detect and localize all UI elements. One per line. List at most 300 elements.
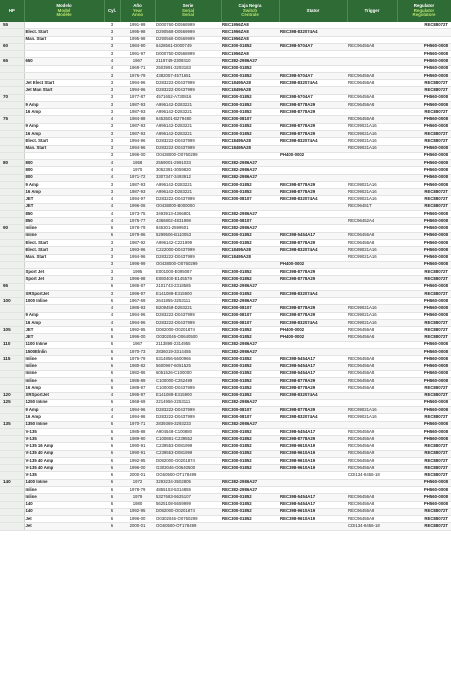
model-cell: Jet Man Start [24,87,104,94]
model-cell [24,283,104,290]
stator-cell: REC398-9610A19 [279,457,347,464]
cylinders-cell: 4 [104,305,120,312]
regulator-cell: REC88072T [397,414,451,421]
hp-cell [0,363,24,370]
cylinders-cell: 6 [104,457,120,464]
year-cell: 1994-96 [120,87,155,94]
table-row [0,501,451,508]
regulator-cell: REC88072T [397,319,451,326]
regulator-cell: PH560-0008 [397,101,451,108]
model-cell: 9 Amp [24,101,104,108]
regulator-cell: PH560-0008 [397,283,451,290]
hp-cell [0,130,24,137]
cdi-switch-cell: REC300-08107 [221,319,279,326]
regulator-cell: REC88072T [397,516,451,523]
hp-cell [0,269,24,276]
trigger-cell: REC99021A16 [347,138,397,145]
table-row [0,523,451,530]
regulator-cell: PH560-0008 [397,254,451,261]
serial-range-cell: O0302046-O0760299 [155,516,221,523]
header-model [24,0,104,22]
serial-range-cell: C239553-D081999 [155,443,221,450]
stator-cell: REC398-8778A29 [279,130,347,137]
trigger-cell [347,58,397,65]
table-row [0,109,451,116]
model-cell: JET [24,196,104,203]
year-cell: 1967 [120,58,155,65]
stator-cell: PH400-0002 [279,261,347,268]
trigger-cell: REC99021A16 [347,312,397,319]
table-row [0,210,451,217]
serial-range-cell: 6428561-D000749 [155,43,221,50]
regulator-cell: REC88072T [397,465,451,472]
cylinders-cell: 4 [104,210,120,217]
model-cell: Inline [24,494,104,501]
stator-cell [279,58,347,65]
table-row [0,327,451,334]
cylinders-cell: 3 [104,94,120,101]
cylinders-cell: 6 [104,508,120,515]
cylinders-cell: 6 [104,450,120,457]
header-year-en: Year [132,7,143,13]
regulator-cell: PH560-0008 [397,123,451,130]
trigger-cell: REC96456A9 [347,508,397,515]
regulator-cell [397,29,451,36]
model-cell: 9 Amp [24,123,104,130]
cdi-switch-cell: REC300-01852 [221,392,279,399]
trigger-cell [347,261,397,268]
table-row [0,341,451,348]
cylinders-cell: 3 [104,290,120,297]
table-row [0,160,451,167]
cylinders-cell: 6 [104,501,120,508]
model-cell: Sport Jet [24,269,104,276]
stator-cell: REC398-5704A7 [279,94,347,101]
year-cell: 1996-99 [120,261,155,268]
serial-range-cell: C239553-D081999 [155,450,221,457]
hp-cell [0,436,24,443]
stator-cell: REC398-9610A19 [279,465,347,472]
model-cell: Elect. Start [24,29,104,36]
cdi-switch-cell: REC1956ZA8 [221,36,279,43]
trigger-cell: REC96456A8 [347,327,397,334]
table-row [0,145,451,152]
table-row [0,516,451,523]
model-cell: V-135 [24,436,104,443]
stator-cell: REC398-8778A29 [279,269,347,276]
stator-cell: REC398-5454A17 [279,428,347,435]
cylinders-cell: 3 [104,123,120,130]
serial-range-cell: 2113898-2314955 [155,341,221,348]
trigger-cell [347,479,397,486]
regulator-cell: PH560-0008 [397,167,451,174]
model-cell: Jet [24,523,104,530]
cdi-switch-cell: REC382-2986A27 [221,348,279,355]
year-cell: 1994-96 [120,138,155,145]
cylinders-cell: 6 [104,487,120,494]
model-cell [24,43,104,50]
header-serial-it: Serial [182,12,194,18]
model-cell: 16 Amp [24,385,104,392]
year-cell: 1991-97 [120,51,155,58]
hp-cell: 60 [0,43,24,50]
model-cell: 1000 Inline [24,298,104,305]
model-cell: 16 Amp [24,130,104,137]
table-row [0,457,451,464]
stator-cell: REC398-8778A29 [279,276,347,283]
cdi-switch-cell: REC300-01852 [221,109,279,116]
cylinders-cell: 3 [104,22,120,29]
regulator-cell: PH560-0008 [397,160,451,167]
regulator-cell: PH560-0008 [397,428,451,435]
cylinders-cell: 6 [104,378,120,385]
cylinders-cell: 3 [104,43,120,50]
table-row [0,348,451,355]
table-row [0,334,451,341]
regulator-cell: REC88072T [397,269,451,276]
stator-cell: REC398-9610A19 [279,450,347,457]
serial-range-cell: C100881-C239552 [155,436,221,443]
cdi-switch-cell: REC300-01852 [221,276,279,283]
hp-cell [0,465,24,472]
year-cell: 1976-77 [120,218,155,225]
year-cell: 1980-82 [120,363,155,370]
serial-range-cell: 5314856-5600966 [155,356,221,363]
year-cell: 1995 [120,269,155,276]
regulator-cell: PH560-0008 [397,43,451,50]
trigger-cell [347,298,397,305]
serial-range-cell: O0438000-O0760299 [155,152,221,159]
model-cell: Elect. Start [24,138,104,145]
cdi-switch-cell: REC300-08107 [221,414,279,421]
cdi-switch-cell: REC300-01852 [221,43,279,50]
serial-range-cell: 3293234-3502805 [155,479,221,486]
year-cell: 1987-93 [120,123,155,130]
cylinders-cell: 4 [104,160,120,167]
model-cell: 9 Amp [24,312,104,319]
cylinders-cell: 3 [104,29,120,36]
table-row [0,312,451,319]
year-cell: 1984-88 [120,116,155,123]
hp-cell: 115 [0,356,24,363]
serial-range-cell: D290568-D0569999 [155,29,221,36]
regulator-cell: REC88072T [397,523,451,530]
table-row [0,283,451,290]
serial-range-cell: 6453501-B279480 [155,116,221,123]
cylinders-cell: 4 [104,203,120,210]
cdi-switch-cell: REC300-01852 [221,370,279,377]
stator-cell [279,65,347,72]
trigger-cell [347,160,397,167]
stator-cell: REC398-832074A4 [279,290,347,297]
stator-cell: REC398-8778A29 [279,181,347,188]
hp-cell: 95 [0,283,24,290]
serial-range-cell: D082000-O0201874 [155,327,221,334]
model-cell [24,72,104,79]
stator-cell: PH400-0002 [279,152,347,159]
cdi-switch-cell: REC300-01852 [221,363,279,370]
cylinders-cell: 6 [104,399,120,406]
stator-cell: REC398-9610A19 [279,443,347,450]
hp-cell [0,101,24,108]
stator-cell: REC398-8778A29 [279,109,347,116]
year-cell: 1970 [120,167,155,174]
cylinders-cell: 3 [104,276,120,283]
cdi-switch-cell: REC1956ZA8 [221,51,279,58]
trigger-cell: CDI134-8456-18 [347,472,397,479]
stator-cell: REC398-832074A4 [279,138,347,145]
hp-cell [0,407,24,414]
header-regulator-es: Regulator [413,3,435,9]
regulator-cell: PH560-0008 [397,348,451,355]
cdi-switch-cell: REC300-01852 [221,428,279,435]
cylinders-cell: 4 [104,319,120,326]
trigger-cell [347,109,397,116]
trigger-cell [347,210,397,217]
cdi-switch-cell: REC300-01852 [221,327,279,334]
serial-range-cell: D283222-D0437999 [155,414,221,421]
table-row [0,305,451,312]
cylinders-cell: 6 [104,436,120,443]
header-year [120,0,155,22]
stator-cell: REC398-832074A4 [279,80,347,87]
serial-range-cell: A996142-C221999 [155,239,221,246]
year-cell: 1996-00 [120,465,155,472]
serial-range-cell: D283222-D0437999 [155,145,221,152]
serial-range-cell: 4366802-4831998 [155,218,221,225]
header-trigger: Trigger [347,0,397,22]
trigger-cell: REC96456A8 [347,370,397,377]
serial-range-cell: A996142-D283221 [155,123,221,130]
year-cell: 1986-89 [120,378,155,385]
hp-cell [0,174,24,181]
cdi-switch-cell [221,472,279,479]
table-row [0,43,451,50]
cylinders-cell: 4 [104,58,120,65]
stator-cell [279,116,347,123]
year-cell: 1978-79 [120,225,155,232]
regulator-cell: PH560-0008 [397,421,451,428]
cylinders-cell: 6 [104,465,120,472]
trigger-cell [347,65,397,72]
serial-range-cell: 845301-2599501 [155,225,221,232]
trigger-cell [347,392,397,399]
regulator-cell: REC88072T [397,196,451,203]
serial-range-cell: E141089-E315900 [155,392,221,399]
cylinders-cell: 6 [104,385,120,392]
table-row [0,269,451,276]
table-row [0,72,451,79]
hp-cell: 75 [0,116,24,123]
header-year-es: Año [133,3,142,9]
stator-cell [279,283,347,290]
hp-cell: 120 [0,392,24,399]
model-cell: V-135 40 Amp [24,457,104,464]
header-serial-en: Serial [182,7,194,13]
serial-range-cell: E141089-E315900 [155,290,221,297]
year-cell: 2000-01 [120,472,155,479]
hp-cell [0,87,24,94]
table-body [0,22,451,530]
regulator-cell: PH560-0008 [397,58,451,65]
cylinders-cell: 6 [104,428,120,435]
regulator-cell: PH560-0008 [397,65,451,72]
table-row [0,494,451,501]
model-cell: Man. Start [24,145,104,152]
year-cell: 1967 [120,341,155,348]
model-cell: V-135 40 Amp [24,450,104,457]
model-cell [24,261,104,268]
header-model-es: Modelo [56,3,72,9]
cdi-switch-cell: REC300-08107 [221,218,279,225]
model-cell: Jet [24,516,104,523]
year-cell: 1995-98 [120,29,155,36]
year-cell: 1994-96 [120,414,155,421]
model-cell: Inline [24,487,104,494]
hp-cell [0,305,24,312]
model-cell: Inline [24,370,104,377]
trigger-cell [347,348,397,355]
table-row [0,189,451,196]
cylinders-cell: 6 [104,516,120,523]
cylinders-cell: 4 [104,174,120,181]
stator-cell [279,145,347,152]
cylinders-cell: 4 [104,65,120,72]
year-cell: 1992-95 [120,457,155,464]
regulator-cell: PH560-0008 [397,436,451,443]
serial-range-cell: 5327683-5625107 [155,494,221,501]
cylinders-cell: 6 [104,443,120,450]
model-cell: Sport Jet [24,276,104,283]
serial-range-cell: OG60500-OT178499 [155,523,221,530]
table-row [0,363,451,370]
model-cell [24,94,104,101]
serial-range-cell: D290568-D0569999 [155,36,221,43]
stator-cell: PH400-0002 [279,334,347,341]
table-row [0,36,451,43]
trigger-cell [347,399,397,406]
model-cell [24,152,104,159]
year-cell: 1971-72 [120,174,155,181]
serial-range-cell: A996142-D283221 [155,130,221,137]
year-cell: 1992-95 [120,327,155,334]
cdi-switch-cell: REC300-01852 [221,457,279,464]
cdi-switch-cell: REC300-01852 [221,508,279,515]
cdi-switch-cell: REC382-2986A27 [221,479,279,486]
hp-cell [0,348,24,355]
year-cell: 1986-93 [120,305,155,312]
regulator-cell: REC88072T [397,392,451,399]
regulator-cell [397,36,451,43]
table-row [0,421,451,428]
stator-cell: REC398-8778A29 [279,101,347,108]
regulator-cell: PH560-0008 [397,363,451,370]
cylinders-cell: 3 [104,145,120,152]
cdi-switch-cell: REC382-2986A27 [221,298,279,305]
table-row [0,152,451,159]
stator-cell: PH400-0002 [279,327,347,334]
serial-range-cell: 2559001-2991033 [155,160,221,167]
trigger-cell [347,87,397,94]
stator-cell: REC398-832074A4 [279,29,347,36]
regulator-cell: PH560-0008 [397,152,451,159]
cylinders-cell: 3 [104,181,120,188]
stator-cell [279,210,347,217]
year-cell: 1968-69 [120,399,155,406]
serial-range-cell: C100000-D0437999 [155,385,221,392]
cylinders-cell: 6 [104,356,120,363]
serial-range-cell: C222000-D0437999 [155,247,221,254]
model-cell: 16 Amp [24,109,104,116]
regulator-cell: REC88072T [397,189,451,196]
trigger-cell [347,276,397,283]
stator-cell: REC398-8778A29 [279,407,347,414]
year-cell: 1976-79 [120,72,155,79]
serial-range-cell: 3307347-3493912 [155,174,221,181]
hp-cell [0,189,24,196]
year-cell: 1994-96 [120,80,155,87]
table-row [0,479,451,486]
cylinders-cell: 3 [104,269,120,276]
year-cell: 1996-97 [120,290,155,297]
regulator-cell: PH560-0008 [397,312,451,319]
model-cell: 140 [24,501,104,508]
serial-range-cell: D283222-D0437999 [155,319,221,326]
cylinders-cell: 6 [104,370,120,377]
model-cell: JET [24,203,104,210]
trigger-cell: REC96456A8 [347,378,397,385]
cylinders-cell: 6 [104,421,120,428]
table-row [0,181,451,188]
model-cell: V-135 40 Amp [24,465,104,472]
cylinders-cell: 3 [104,80,120,87]
trigger-cell: CDI134-8456-18 [347,523,397,530]
regulator-cell: PH560-0008 [397,261,451,268]
cdi-switch-cell: REC382-2986A27 [221,421,279,428]
hp-cell [0,167,24,174]
year-cell: 1994-96 [120,145,155,152]
cylinders-cell: 3 [104,36,120,43]
hp-cell [0,123,24,130]
hp-cell: 55 [0,22,24,29]
year-cell: 1996-00 [120,516,155,523]
trigger-cell: REC96456A8 [347,363,397,370]
table-row [0,232,451,239]
model-cell: 9 Amp [24,407,104,414]
trigger-cell: REC96456A9 [347,516,397,523]
cdi-switch-cell: REC300-01852 [221,385,279,392]
trigger-cell: REC99021A16 [347,247,397,254]
stator-cell [279,348,347,355]
cylinders-cell: 3 [104,189,120,196]
trigger-cell: REC96456A8 [347,43,397,50]
serial-range-cell: G303046-O0640500 [155,465,221,472]
regulator-cell: REC88072T [397,472,451,479]
stator-cell [279,51,347,58]
cdi-switch-cell [221,523,279,530]
cdi-switch-cell: REC18495A28 [221,87,279,94]
stator-cell [279,22,347,29]
regulator-cell: PH560-0008 [397,378,451,385]
regulator-cell: PH560-0008 [397,116,451,123]
hp-cell [0,494,24,501]
table-row [0,472,451,479]
cylinders-cell: 6 [104,363,120,370]
cdi-switch-cell: REC300-01852 [221,443,279,450]
regulator-cell: PH560-0008 [397,305,451,312]
hp-cell [0,508,24,515]
regulator-cell: PH560-0008 [397,487,451,494]
